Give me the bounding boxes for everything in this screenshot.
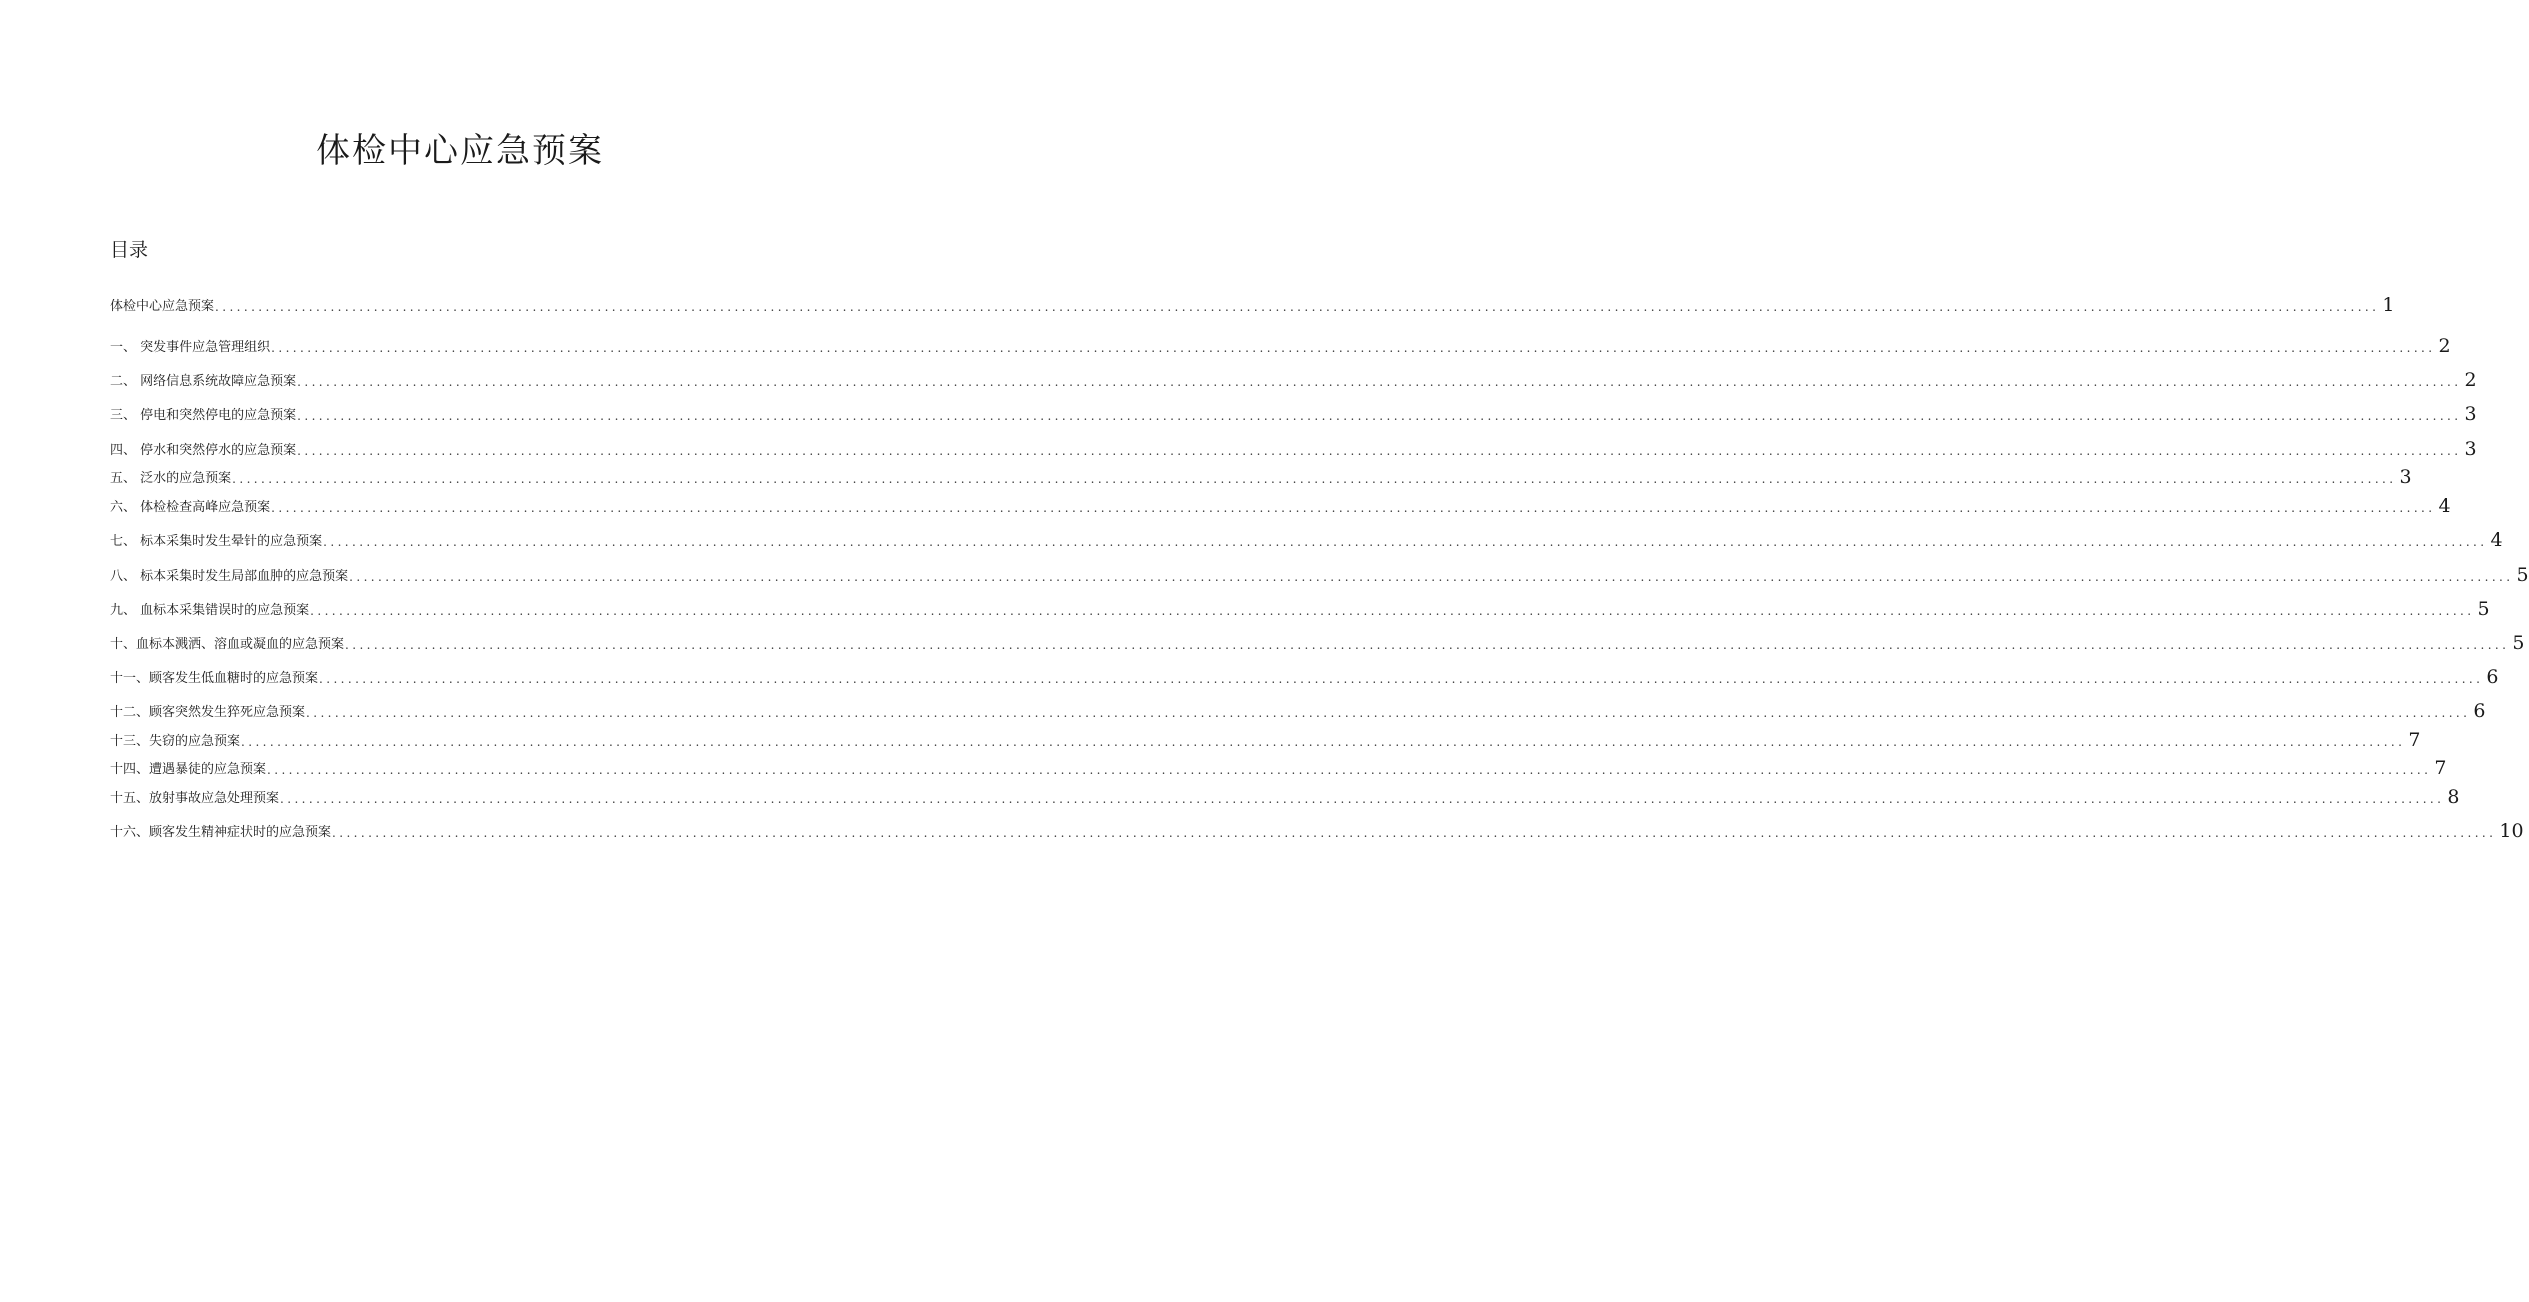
toc-entry[interactable] — [110, 333, 2451, 357]
toc-entry-title: 十一、顾客发生低血糖时的应急预案 — [110, 671, 319, 686]
toc-entry-title: 九、 血标本采集错误时的应急预案 — [110, 603, 310, 618]
toc-dot-leader: ............................................................................................................................................................................................................................................................................................................ — [280, 792, 2445, 806]
toc-entry-title: 五、 泛水的应急预案 — [110, 471, 232, 486]
toc-dot-leader: ............................................................................................................................................................................................................................................................................................................ — [215, 300, 2380, 314]
toc-entry[interactable] — [110, 401, 2477, 425]
toc-dot-leader: ............................................................................................................................................................................................................................................................................................................ — [323, 535, 2488, 549]
toc-dot-leader: ............................................................................................................................................................................................................................................................................................................ — [297, 409, 2462, 423]
toc-entry[interactable] — [110, 493, 2451, 517]
toc-entry-page-number: 4 — [2438, 495, 2451, 517]
toc-entry-title: 十二、顾客突然发生猝死应急预案 — [110, 705, 306, 720]
toc-entry-title: 十五、放射事故应急处理预案 — [110, 791, 280, 806]
toc-entry[interactable] — [110, 367, 2477, 391]
toc-dot-leader: ............................................................................................................................................................................................................................................................................................................ — [297, 444, 2462, 458]
toc-entry-title: 一、 突发事件应急管理组织 — [110, 340, 271, 355]
toc-entry[interactable] — [110, 596, 2490, 620]
toc-dot-leader: ............................................................................................................................................................................................................................................................................................................ — [306, 706, 2471, 720]
toc-entry[interactable] — [110, 630, 2525, 654]
toc-entry-page-number: 5 — [2477, 598, 2490, 620]
toc-entry-page-number: 8 — [2447, 786, 2460, 808]
toc-entry-page-number: 7 — [2408, 729, 2421, 751]
toc-dot-leader: ............................................................................................................................................................................................................................................................................................................ — [232, 472, 2397, 486]
toc-entry[interactable] — [110, 755, 2447, 779]
toc-entry-title: 十四、遭遇暴徒的应急预案 — [110, 762, 267, 777]
toc-entry[interactable] — [110, 664, 2499, 688]
toc-entry-title: 二、 网络信息系统故障应急预案 — [110, 374, 297, 389]
toc-dot-leader: ............................................................................................................................................................................................................................................................................................................ — [297, 375, 2462, 389]
toc-heading: 目录 — [110, 239, 149, 261]
toc-entry-page-number: 1 — [2382, 294, 2395, 316]
toc-entry-title: 八、 标本采集时发生局部血肿的应急预案 — [110, 569, 349, 584]
toc-dot-leader: ............................................................................................................................................................................................................................................................................................................ — [310, 604, 2475, 618]
toc-entry-page-number: 3 — [2399, 466, 2412, 488]
toc-entry-page-number: 3 — [2464, 403, 2477, 425]
toc-dot-leader: ............................................................................................................................................................................................................................................................................................................ — [332, 826, 2497, 840]
toc-dot-leader: ............................................................................................................................................................................................................................................................................................................ — [241, 735, 2406, 749]
toc-entry[interactable] — [110, 698, 2486, 722]
toc-entry-title: 十六、顾客发生精神症状时的应急预案 — [110, 825, 332, 840]
toc-entry[interactable] — [110, 784, 2460, 808]
toc-entry-page-number: 6 — [2486, 666, 2499, 688]
toc-entry-title: 六、 体检检查高峰应急预案 — [110, 500, 271, 515]
toc-entry-title: 体检中心应急预案 — [110, 299, 215, 314]
toc-entry-page-number: 3 — [2464, 438, 2477, 460]
toc-entry-page-number: 4 — [2490, 529, 2503, 551]
toc-dot-leader: ............................................................................................................................................................................................................................................................................................................ — [267, 763, 2432, 777]
toc-entry[interactable] — [110, 562, 2529, 586]
toc-entry-page-number: 2 — [2464, 369, 2477, 391]
toc-dot-leader: ............................................................................................................................................................................................................................................................................................................ — [345, 638, 2510, 652]
toc-entry-title: 三、 停电和突然停电的应急预案 — [110, 408, 297, 423]
toc-entry-title: 四、 停水和突然停水的应急预案 — [110, 443, 297, 458]
toc-entry-page-number: 5 — [2516, 564, 2529, 586]
toc-entry[interactable] — [110, 436, 2477, 460]
toc-entry-page-number: 2 — [2438, 335, 2451, 357]
document-title: 体检中心应急预案 — [316, 131, 604, 171]
toc-entry[interactable] — [110, 818, 2524, 842]
toc-entry-title: 十、血标本溅洒、溶血或凝血的应急预案 — [110, 637, 345, 652]
toc-entry[interactable] — [110, 464, 2412, 488]
toc-entry[interactable] — [110, 727, 2421, 751]
toc-entry-page-number: 7 — [2434, 757, 2447, 779]
toc-entry[interactable] — [110, 292, 2395, 316]
toc-dot-leader: ............................................................................................................................................................................................................................................................................................................ — [349, 570, 2514, 584]
toc-dot-leader: ............................................................................................................................................................................................................................................................................................................ — [319, 672, 2484, 686]
toc-dot-leader: ............................................................................................................................................................................................................................................................................................................ — [271, 501, 2436, 515]
toc-entry[interactable] — [110, 527, 2503, 551]
toc-entry-page-number: 6 — [2473, 700, 2486, 722]
toc-dot-leader: ............................................................................................................................................................................................................................................................................................................ — [271, 341, 2436, 355]
toc-entry-title: 七、 标本采集时发生晕针的应急预案 — [110, 534, 323, 549]
toc-entry-page-number: 5 — [2512, 632, 2525, 654]
toc-entry-page-number: 10 — [2499, 820, 2524, 842]
toc-entry-title: 十三、失窃的应急预案 — [110, 734, 241, 749]
